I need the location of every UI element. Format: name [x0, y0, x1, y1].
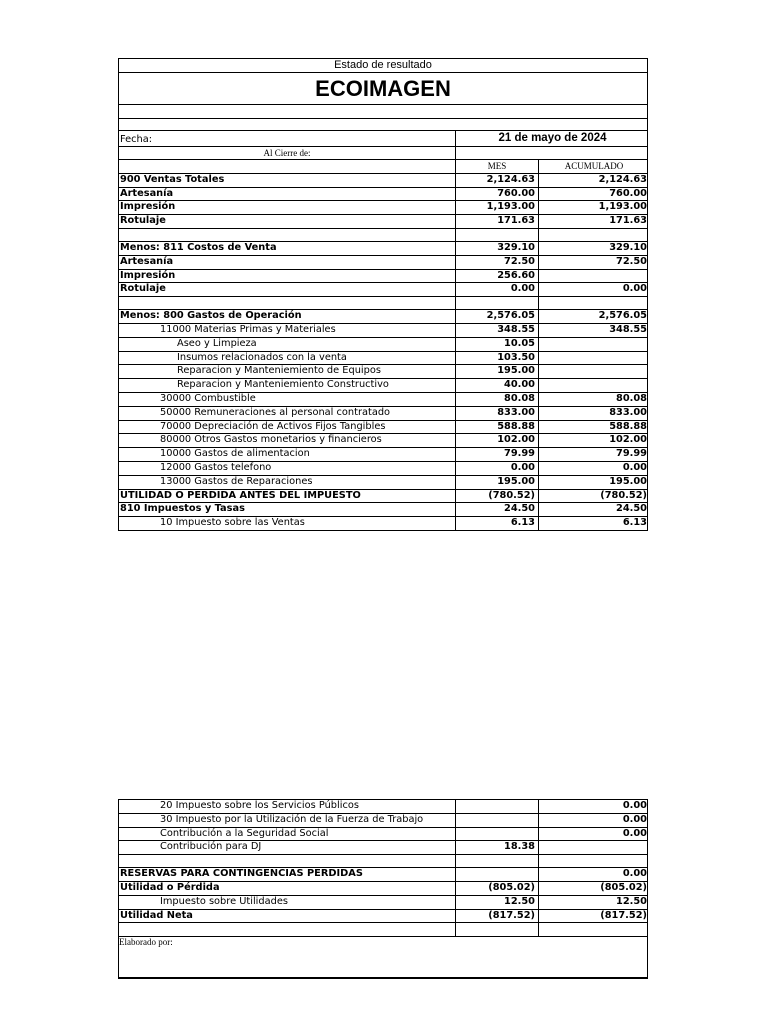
- date-row: [118, 131, 648, 147]
- month-value: 24.50: [455, 503, 539, 516]
- row-label: 30 Impuesto por la Utilización de la Fuerza de Trabajo: [160, 813, 424, 825]
- month-value: (805.02): [455, 882, 539, 895]
- month-value: 18.38: [455, 841, 539, 854]
- accumulated-value: 0.00: [622, 813, 647, 825]
- month-value: (780.52): [455, 490, 539, 503]
- row-label: 20 Impuesto sobre los Servicios Públicos: [160, 800, 359, 811]
- row-label: Artesanía: [120, 255, 174, 267]
- column-header-month: MES: [455, 160, 539, 173]
- table-row: [118, 828, 648, 842]
- accumulated-value: (805.02): [600, 881, 647, 893]
- accumulated-value: 195.00: [609, 475, 647, 487]
- accumulated-value: 0.00: [622, 868, 647, 880]
- table-row: [118, 434, 648, 448]
- row-label: Menos: 811 Costos de Venta: [120, 241, 277, 253]
- table-row: [118, 270, 648, 284]
- row-label: 50000 Remuneraciones al personal contratado: [160, 406, 391, 418]
- accumulated-value: 760.00: [609, 187, 647, 199]
- accumulated-value: 171.63: [609, 215, 647, 227]
- row-label: Contribución a la Seguridad Social: [160, 827, 329, 839]
- date-label: Fecha:: [120, 133, 153, 145]
- row-label: Artesanía: [120, 187, 174, 199]
- accumulated-value: 0.00: [622, 827, 647, 839]
- row-label: Impresión: [120, 201, 176, 213]
- prepared-by-row: [118, 937, 648, 979]
- row-label: 13000 Gastos de Reparaciones: [160, 475, 313, 487]
- month-value: 588.88: [455, 421, 539, 434]
- accumulated-value: 2,124.63: [598, 173, 647, 185]
- taxes-continued-section: [118, 799, 648, 855]
- expense-section: [118, 310, 648, 531]
- accumulated-value: 24.50: [616, 503, 647, 515]
- blank-cell: [455, 229, 539, 241]
- row-label: 10 Impuesto sobre las Ventas: [160, 517, 305, 529]
- month-value: 171.63: [455, 215, 539, 228]
- accumulated-value: 0.00: [622, 800, 647, 811]
- table-row: [118, 490, 648, 504]
- month-value: 195.00: [455, 365, 539, 378]
- blank-row: [118, 119, 648, 131]
- month-value: 12.50: [455, 896, 539, 909]
- table-row: [118, 188, 648, 202]
- row-label: Impuesto sobre Utilidades: [160, 895, 288, 907]
- row-label: 70000 Depreciación de Activos Fijos Tangibles: [160, 420, 386, 432]
- row-label: Rotulaje: [120, 283, 166, 295]
- month-value: 329.10: [455, 242, 539, 255]
- table-row: [118, 882, 648, 896]
- accumulated-value: [539, 270, 649, 283]
- report-title: Estado de resultado: [334, 59, 432, 71]
- cutoff-value: [455, 147, 649, 159]
- column-header-accum: ACUMULADO: [564, 160, 624, 171]
- accumulated-value: 102.00: [609, 434, 647, 446]
- month-value: 79.99: [455, 448, 539, 461]
- accumulated-value: 6.13: [622, 517, 647, 529]
- table-row: [118, 448, 648, 462]
- month-value: 0.00: [455, 283, 539, 296]
- accumulated-value: 80.08: [616, 392, 647, 404]
- row-label: Utilidad Neta: [120, 909, 193, 921]
- row-label: Menos: 800 Gastos de Operación: [120, 310, 302, 322]
- cutoff-row: [118, 147, 648, 160]
- blank-row: [118, 229, 648, 242]
- row-label: Impresión: [120, 269, 176, 281]
- accumulated-value: 0.00: [622, 283, 647, 295]
- table-row: [118, 800, 648, 814]
- blank-row: [118, 105, 648, 119]
- table-row: [118, 256, 648, 270]
- month-value: 40.00: [455, 379, 539, 392]
- table-row: [118, 242, 648, 256]
- accumulated-value: [539, 841, 649, 854]
- accumulated-value: 2,576.05: [598, 310, 647, 322]
- month-value: 2,576.05: [455, 310, 539, 323]
- table-row: [118, 393, 648, 407]
- table-row: [118, 476, 648, 490]
- accumulated-value: 0.00: [622, 461, 647, 473]
- month-value: 833.00: [455, 407, 539, 420]
- month-value: 72.50: [455, 256, 539, 269]
- accumulated-value: 12.50: [616, 895, 647, 907]
- column-header-spacer: [119, 160, 455, 173]
- cost-section: [118, 242, 648, 297]
- blank-row: [118, 297, 648, 310]
- month-value: 760.00: [455, 188, 539, 201]
- row-label: Reparacion y Manteniemiento Constructivo: [177, 379, 389, 391]
- table-row: [118, 338, 648, 352]
- row-label: RESERVAS PARA CONTINGENCIAS PERDIDAS: [120, 868, 363, 880]
- month-value: (817.52): [455, 910, 539, 923]
- table-row: [118, 896, 648, 910]
- report-title-row: [118, 58, 648, 73]
- date-value: 21 de mayo de 2024: [455, 131, 649, 146]
- accumulated-value: [539, 365, 649, 378]
- month-value: 6.13: [455, 517, 539, 530]
- row-label: Contribución para DJ: [160, 841, 262, 853]
- month-value: [455, 800, 539, 813]
- accumulated-value: 79.99: [616, 448, 647, 460]
- accumulated-value: (817.52): [600, 909, 647, 921]
- table-row: [118, 841, 648, 855]
- table-row: [118, 462, 648, 476]
- row-label: 810 Impuestos y Tasas: [120, 503, 245, 515]
- month-value: 80.08: [455, 393, 539, 406]
- row-label: UTILIDAD O PERDIDA ANTES DEL IMPUESTO: [120, 489, 361, 501]
- month-value: 2,124.63: [455, 174, 539, 187]
- statement-page-1: [118, 58, 648, 531]
- month-value: 256.60: [455, 270, 539, 283]
- table-row: [118, 503, 648, 517]
- results-section: [118, 868, 648, 923]
- table-row: [118, 310, 648, 324]
- row-label: 10000 Gastos de alimentacion: [160, 448, 310, 460]
- statement-page-2: [118, 799, 648, 979]
- table-row: [118, 814, 648, 828]
- table-row: [118, 365, 648, 379]
- company-name: ECOIMAGEN: [315, 76, 451, 101]
- blank-cell: [455, 923, 539, 936]
- table-row: [118, 868, 648, 882]
- row-label: 11000 Materias Primas y Materiales: [160, 323, 336, 335]
- cutoff-label: Al Cierre de:: [263, 147, 311, 158]
- table-row: [118, 379, 648, 393]
- table-row: [118, 283, 648, 297]
- row-label: Utilidad o Pérdida: [120, 881, 220, 893]
- row-label: Reparacion y Manteniemiento de Equipos: [177, 365, 381, 377]
- row-label: 900 Ventas Totales: [120, 173, 225, 185]
- blank-cell: [455, 297, 539, 309]
- accumulated-value: [539, 338, 649, 351]
- table-row: [118, 215, 648, 229]
- table-row: [118, 174, 648, 188]
- month-value: 10.05: [455, 338, 539, 351]
- column-header-row: [118, 160, 648, 174]
- month-value: [455, 868, 539, 881]
- row-label: Rotulaje: [120, 215, 166, 227]
- accumulated-value: [539, 379, 649, 392]
- sales-section: [118, 174, 648, 229]
- row-label: Aseo y Limpieza: [177, 337, 257, 349]
- blank-cell: [455, 855, 539, 867]
- accumulated-value: 588.88: [609, 420, 647, 432]
- month-value: 103.50: [455, 352, 539, 365]
- row-label: 80000 Otros Gastos monetarios y financieros: [160, 434, 382, 446]
- month-value: 195.00: [455, 476, 539, 489]
- month-value: [455, 814, 539, 827]
- accumulated-value: 1,193.00: [598, 201, 647, 213]
- table-row: [118, 201, 648, 215]
- month-value: 1,193.00: [455, 201, 539, 214]
- prepared-by-label: Elaborado por:: [119, 937, 173, 948]
- month-value: [455, 828, 539, 841]
- row-label: 30000 Combustible: [160, 392, 256, 404]
- table-row: [118, 324, 648, 338]
- month-value: 102.00: [455, 434, 539, 447]
- table-row: [118, 517, 648, 531]
- company-row: [118, 73, 648, 105]
- table-row: [118, 910, 648, 924]
- accumulated-value: [539, 352, 649, 365]
- month-value: 348.55: [455, 324, 539, 337]
- table-row: [118, 352, 648, 366]
- accumulated-value: 348.55: [609, 323, 647, 335]
- blank-row: [118, 855, 648, 868]
- accumulated-value: 833.00: [609, 406, 647, 418]
- blank-row: [118, 923, 648, 937]
- accumulated-value: 329.10: [609, 241, 647, 253]
- row-label: Insumos relacionados con la venta: [177, 351, 347, 363]
- month-value: 0.00: [455, 462, 539, 475]
- table-row: [118, 421, 648, 435]
- row-label: 12000 Gastos telefono: [160, 461, 272, 473]
- table-row: [118, 407, 648, 421]
- accumulated-value: (780.52): [600, 489, 647, 501]
- accumulated-value: 72.50: [616, 255, 647, 267]
